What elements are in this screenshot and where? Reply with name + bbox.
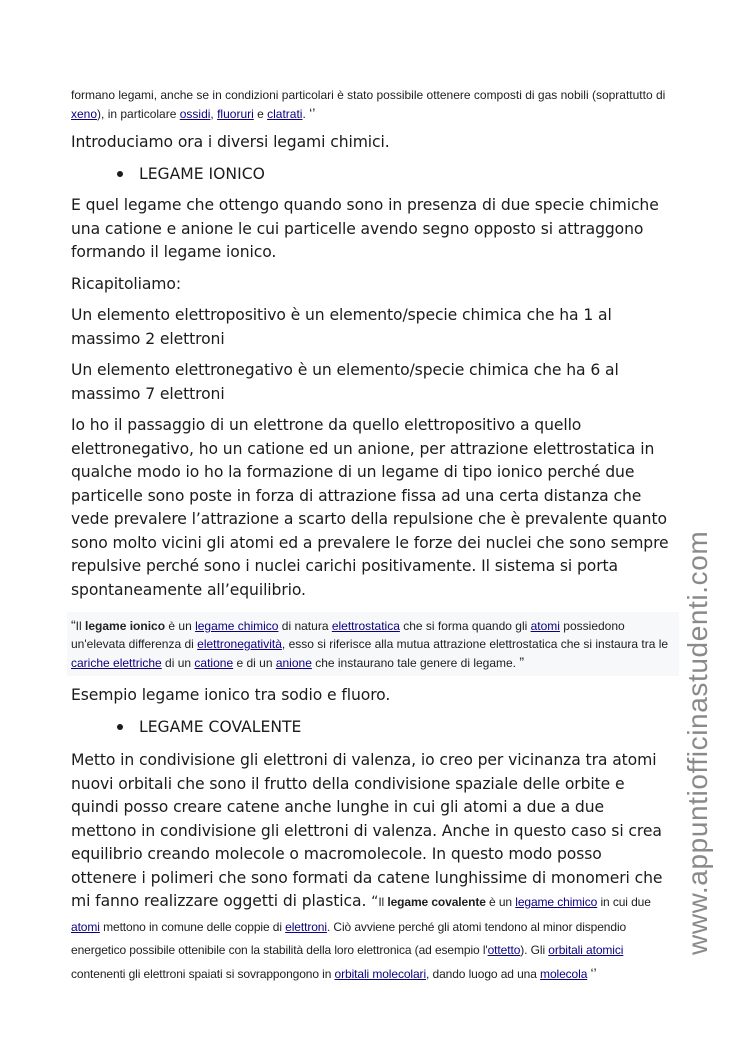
ionic-example: Esempio legame ionico tra sodio e fluoro. <box>71 686 391 704</box>
electropositive-paragraph: Un elemento elettropositivo è un elemento/specie chimica che ha 1 al massimo 2 elettroni <box>71 306 612 348</box>
section-covalent-heading <box>71 716 671 740</box>
text-fragment: . <box>302 107 310 121</box>
covalent-text: Metto in condivisione gli elettroni di valenza, io creo per vicinanza tra atomi nuovi orbitali che sono il frutto della condivisione spaziale delle orbite e quindi posso creare catene anche lunghe in cui gli atomi a due a due mettono in condivisione gli elettroni di valenza. Anche in questo caso si crea equilibrio creando molecole o macromolecole. In questo modo posso ottenere i polimeri che sono formati da catene lunghissime di monomeri che mi fanno realizzare oggetti di plastica. <box>71 751 663 910</box>
link-anione[interactable]: anione <box>275 656 312 670</box>
text-fragment: è un <box>485 895 516 909</box>
link-xeno[interactable]: xeno <box>71 107 98 121</box>
text-fragment: contenenti gli elettroni spaiati si sovrappongono in <box>71 966 335 981</box>
quote-mark: ‘’ <box>309 105 316 121</box>
text-fragment: che instaurano tale genere di legame. <box>311 656 520 670</box>
link-catione[interactable]: catione <box>194 656 234 670</box>
link-fluoruri[interactable]: fluoruri <box>217 107 254 121</box>
text-fragment: possiedono un'elevata differenza di <box>71 619 625 651</box>
text-fragment: formano legami, anche se in condizioni particolari è stato possibile ottenere composti di gas nobili (soprattutto di <box>71 88 666 102</box>
link-elettrostatica[interactable]: elettrostatica <box>331 619 400 633</box>
top-paragraph <box>71 86 671 123</box>
link-clatrati[interactable]: clatrati <box>267 107 303 121</box>
link-orbitali-molecolari[interactable]: orbitali molecolari <box>334 966 427 981</box>
covalent-paragraph <box>71 749 671 985</box>
link-atomi[interactable]: atomi <box>530 619 560 633</box>
section-title: LEGAME IONICO <box>139 164 265 183</box>
bold-term: legame covalente <box>387 895 486 909</box>
text-fragment: è un <box>165 619 196 633</box>
bullet-icon <box>117 724 123 730</box>
recap-label: Ricapitoliamo: <box>71 274 181 293</box>
text-fragment: e <box>253 107 268 121</box>
text-fragment: Il <box>75 619 86 633</box>
ionic-explanation: Io ho il passaggio di un elettrone da quello elettropositivo a quello elettronegativo, ho un catione ed un anione, per attrazione elettrostatica in qualche modo io ho la formazione di un legame di tipo ionico perché due particelle sono poste in forza di attrazione fissa ad una certa distanza che vede prevalere l’attrazione a scarto della repulsione che è prevalente quanto sono molto vicini gli atomi ed a prevalere le forze dei nuclei che sono sempre repulsive perché sono i nuclei carichi positivamente. Il sistema si porta spontaneamente all’equilibrio. <box>71 416 669 599</box>
text-fragment: di un <box>161 656 195 670</box>
ionic-quote-block <box>67 612 679 676</box>
link-legame-chimico[interactable]: legame chimico <box>515 895 598 909</box>
text-fragment: che si forma quando gli <box>399 619 531 633</box>
text-fragment: in cui due <box>597 895 651 909</box>
link-legame-chimico[interactable]: legame chimico <box>195 619 279 633</box>
link-atomi[interactable]: atomi <box>71 919 100 934</box>
electronegative-paragraph: Un elemento elettronegativo è un elemento/specie chimica che ha 6 al massimo 7 elettroni <box>71 361 619 403</box>
link-elettroni[interactable]: elettroni <box>285 919 327 934</box>
text-fragment: Il <box>378 895 388 909</box>
text-fragment: ). Gli <box>520 943 549 957</box>
watermark-text: www.appuntiofficinastudenti.com <box>682 530 713 955</box>
text-fragment: . Ciò avviene perché gli atomi tendono al minor dispendio energetico possibile ottenibile con la stabilità della loro elettronica (ad esempio l' <box>71 919 627 957</box>
text-fragment: , dando luogo ad una <box>426 966 541 981</box>
quote-mark: ‘’ <box>590 964 597 981</box>
ionic-definition: E quel legame che ottengo quando sono in presenza di due specie chimiche una catione e anione le cui particelle avendo segno opposto si attraggono formando il legame ionico. <box>71 196 659 261</box>
text-fragment: , <box>210 107 218 121</box>
link-orbitali-atomici[interactable]: orbitali atomici <box>548 943 624 957</box>
text-fragment: e di un <box>233 656 276 670</box>
text-fragment: ), in particolare <box>97 107 180 121</box>
bullet-icon <box>117 171 123 177</box>
text-fragment: mettono in comune delle coppie di <box>99 919 286 934</box>
section-title: LEGAME COVALENTE <box>139 717 302 736</box>
link-cariche-elettriche[interactable]: cariche elettriche <box>71 656 162 670</box>
text-fragment: , esso si riferisce alla mutua attrazione elettrostatica che si instaura tra le <box>281 637 669 651</box>
section-ionic-heading <box>71 163 671 187</box>
link-ottetto[interactable]: ottetto <box>487 943 521 957</box>
quote-mark: “ <box>371 894 379 910</box>
document-page <box>71 86 671 985</box>
quote-mark: ” <box>519 654 525 670</box>
quote-mark: “ <box>71 617 76 633</box>
link-ossidi[interactable]: ossidi <box>179 107 211 121</box>
bold-term: legame ionico <box>85 619 166 633</box>
link-molecola[interactable]: molecola <box>540 966 588 981</box>
intro-paragraph: Introduciamo ora i diversi legami chimici. <box>71 133 390 151</box>
link-elettronegativita[interactable]: elettronegatività <box>197 637 282 651</box>
text-fragment: di natura <box>278 619 332 633</box>
